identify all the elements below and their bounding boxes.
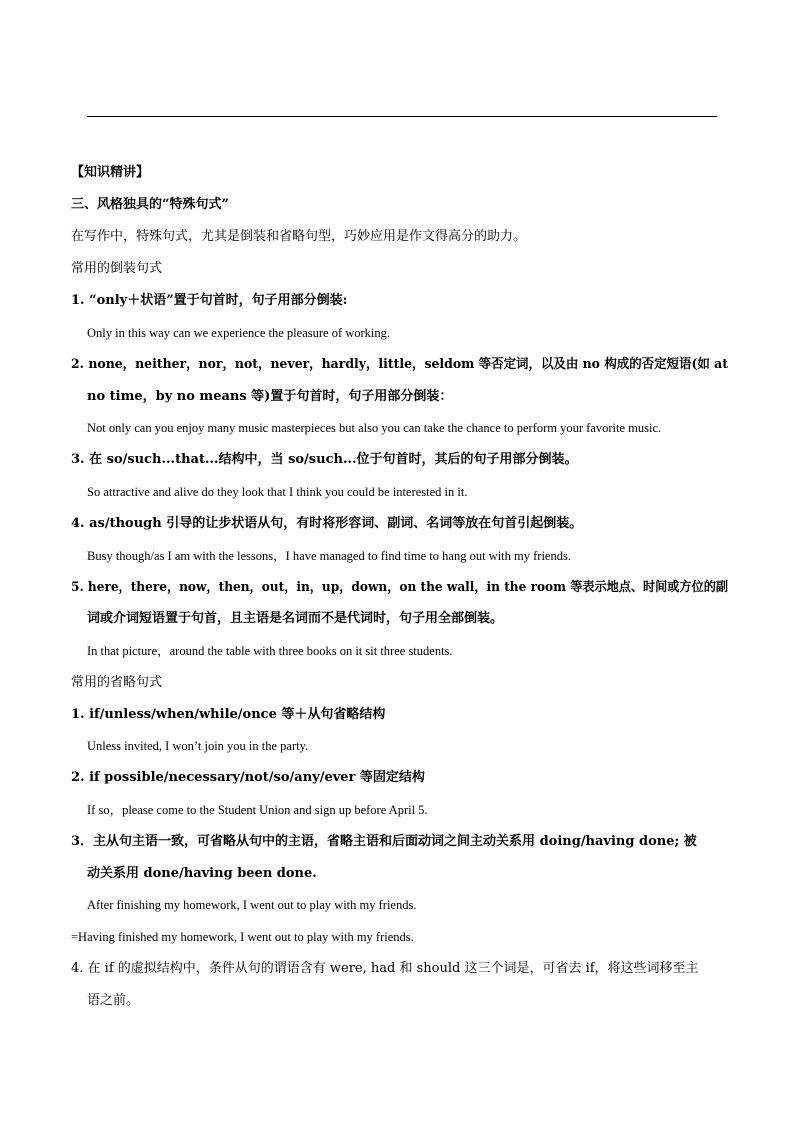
inversion-example-2: Not only can you enjoy many music masterpieces but also you can take the chance to perform your favorite music. [87, 421, 662, 435]
ellipsis-rule-2: 2. if possible/necessary/not/so/any/ever 等固定结构 [71, 770, 425, 785]
ellipsis-rule-4-line-2: 语之前。 [87, 993, 140, 1008]
ellipsis-example-1: Unless invited, I won’t join you in the party. [87, 739, 309, 753]
inversion-rule-5-line-1: 5. here，there，now，then，out，in，up，down，on the wall，in the room 等表示地点、时间或方位的副 [71, 580, 728, 595]
ellipsis-rule-3-line-2: 动关系用 done/having been done. [87, 866, 317, 881]
inversion-rule-3: 3. 在 so/such...that...结构中，当 so/such...位于句首时，其后的句子用部分倒装。 [71, 452, 578, 467]
inversion-rule-2-line-2: no time，by no means 等)置于句首时，句子用部分倒装： [87, 389, 453, 404]
inversion-rule-1: 1. “only＋状语”置于句首时，句子用部分倒装: [71, 293, 348, 308]
inversion-rule-5-line-2: 词或介词短语置于句首，且主语是名词而不是代词时，句子用全部倒装。 [87, 611, 504, 626]
ellipsis-rule-3-line-1: 3．主从句主语一致，可省略从句中的主语，省略主语和后面动词之间主动关系用 doing/having done; 被 [71, 834, 697, 849]
inversion-heading: 常用的倒装句式 [71, 261, 163, 276]
ellipsis-rule-1: 1. if/unless/when/while/once 等＋从句省略结构 [71, 707, 386, 722]
section-tag: 【知识精讲】 [71, 165, 150, 180]
inversion-rule-4: 4. as/though 引导的让步状语从句，有时将形容词、副词、名词等放在句首引起倒装。 [71, 516, 583, 531]
ellipsis-example-3a: After finishing my homework, I went out to play with my friends. [87, 898, 417, 912]
header-rule [87, 116, 717, 117]
ellipsis-example-2: If so，please come to the Student Union and sign up before April 5. [87, 803, 428, 817]
ellipsis-example-3b: =Having finished my homework, I went out to play with my friends. [71, 930, 414, 944]
inversion-example-1: Only in this way can we experience the pleasure of working. [87, 326, 391, 340]
ellipsis-heading: 常用的省略句式 [71, 675, 163, 690]
intro-text: 在写作中，特殊句式，尤其是倒装和省略句型，巧妙应用是作文得高分的助力。 [71, 229, 527, 244]
ellipsis-rule-4-line-1: 4. 在 if 的虚拟结构中，条件从句的谓语含有 were, had 和 should 这三个词是，可省去 if，将这些词移至主 [71, 961, 699, 976]
section-title: 三、风格独具的“特殊句式” [71, 197, 229, 212]
inversion-example-5: In that picture，around the table with three books on it sit three students. [87, 644, 453, 658]
inversion-example-3: So attractive and alive do they look that I think you could be interested in it. [87, 485, 468, 499]
inversion-rule-2-line-1: 2. none，neither，nor，not，never，hardly，little，seldom 等否定词，以及由 no 构成的否定短语(如 at [71, 357, 728, 372]
inversion-example-4: Busy though/as I am with the lessons，I have managed to find time to hang out with my friends. [87, 549, 571, 563]
